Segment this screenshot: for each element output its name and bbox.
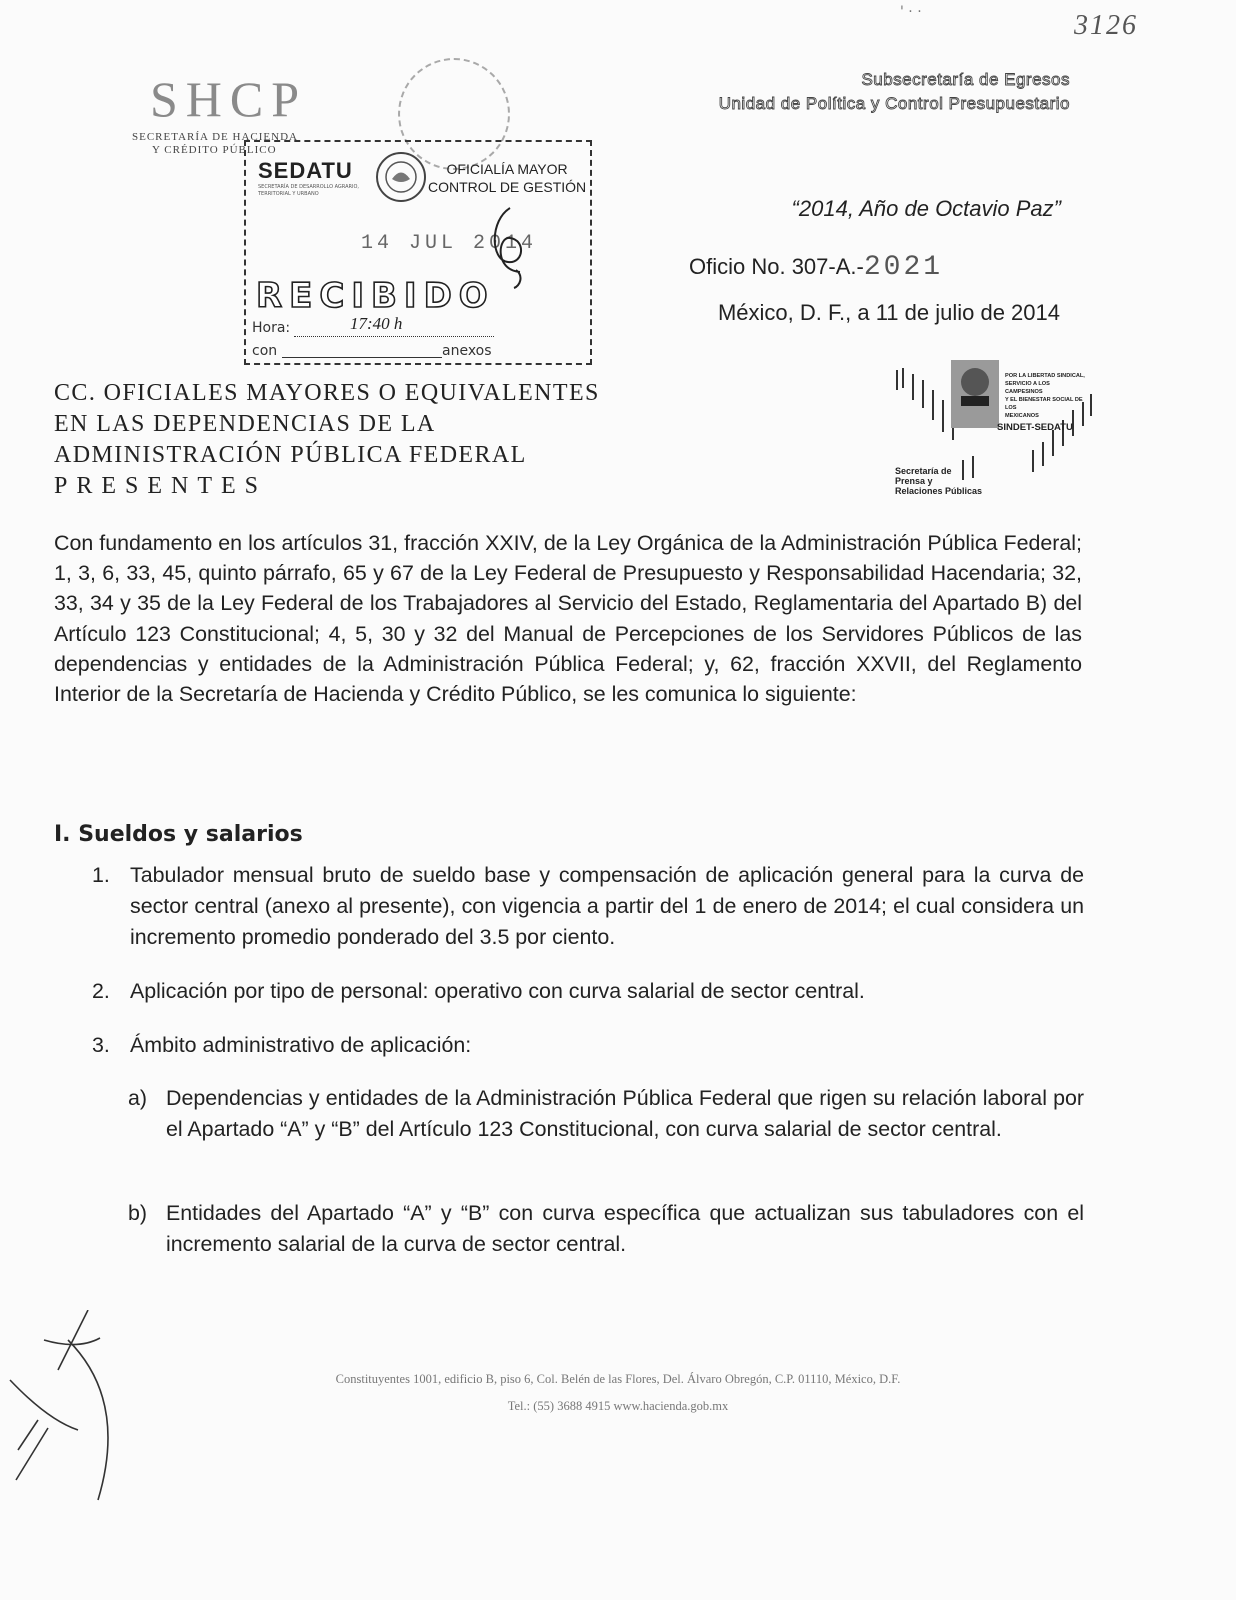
stamp-oficialia-line-1: OFICIALÍA MAYOR [446,161,568,177]
stray-marks: ' · · [900,4,922,20]
footer-address: Constituyentes 1001, edificio B, piso 6, Col. Belén de las Flores, Del. Álvaro Obregón, C.P. 01110, México, D.F. [335,1372,901,1386]
addressee-line-3: ADMINISTRACIÓN PÚBLICA FEDERAL [54,442,527,468]
sub-list-item-text: Entidades del Apartado “A” y “B” con curva específica que actualizan sus tabuladores con el incremento salarial de la curva de sector central. [166,1201,1084,1256]
union-name: SINDET-SEDATU [997,422,1073,433]
union-logo [893,360,1095,510]
sub-list-item-letter: a) [128,1086,148,1110]
stamp-hora-value: 17:40 h [350,314,403,333]
union-dept-2: Prensa y [895,476,933,486]
list-item [92,860,1084,953]
stamp-hora-label: Hora: [252,320,291,336]
handwritten-page-number: 3126 [1074,10,1138,41]
stamp-eagle-seal-icon [376,152,426,202]
addressee-line-1: CC. OFICIALES MAYORES O EQUIVALENTES [54,380,600,406]
addressee [54,378,600,502]
signature-scribble [480,200,550,290]
list-item [92,976,1084,1007]
list-item-number: 2. [92,979,110,1003]
intro-paragraph: Con fundamento en los artículos 31, fracción XXIV, de la Ley Orgánica de la Administración Pública Federal; 1, 3, 6, 33, 45, quinto párrafo, 65 y 67 de la Ley Federal de Presupuesto y Responsabilidad Hacendaria; 32, 33, 34 y 35 de la Ley Federal de los Trabajadores al Servicio del Estado, Reglamentaria del Apartado B) del Artículo 123 Constitucional; 4, 5, 30 y 32 del Manual de Percepciones de los Servidores Públicos de las dependencias y entidades de la Administración Pública Federal; y, 62, fracción XXVII, del Reglamento Interior de la Secretaría de Hacienda y Crédito Público, se les comunica lo siguiente: [54,531,1082,707]
stamp-con-label: con [252,343,278,359]
issuing-unit-line-2: Unidad de Política y Control Presupuestario [718,94,1070,113]
stamp-oficialia-line-2: CONTROL DE GESTIÓN [428,179,587,195]
shcp-subtitle-line-2: Y CRÉDITO PÚBLICO [152,144,277,156]
shcp-logo: SHCP [150,71,308,127]
stamp-hora-line [294,336,494,337]
list-item-number: 1. [92,863,110,887]
stamp-anexos-label: anexos [442,343,492,359]
stamp-sedatu-subtitle: SECRETARÍA DE DESARROLLO AGRARIO, TERRITORIAL Y URBANO [258,184,359,197]
list-item-text: Aplicación por tipo de personal: operativo con curva salarial de sector central. [130,979,865,1003]
oficio-number-value: 2021 [863,252,944,283]
stamp-con-line [282,357,442,358]
union-slogan-3: Y EL BIENESTAR SOCIAL DE LOS [1005,397,1083,411]
stamp-oficialia [428,160,586,196]
section-title: I. Sueldos y salarios [54,822,303,847]
issuing-unit [719,68,1070,116]
sub-list-item [128,1198,1084,1260]
sub-list-item-letter: b) [128,1201,148,1225]
shcp-subtitle-line-1: SECRETARÍA DE HACIENDA [132,131,298,143]
union-dept-1: Secretaría de [895,466,952,476]
year-motto: “2014, Año de Octavio Paz” [791,196,1061,221]
addressee-line-4: PRESENTES [54,473,268,499]
issuing-unit-line-1: Subsecretaría de Egresos [861,70,1070,89]
addressee-line-2: EN LAS DEPENDENCIAS DE LA [54,411,436,437]
list-item [92,1030,1084,1061]
list-item-number: 3. [92,1033,110,1057]
oficio-label: Oficio No. 307-A.- [689,254,864,279]
list-item-text: Tabulador mensual bruto de sueldo base y compensación de aplicación general para la curva de sector central (anexo al presente), con vigencia a partir del 1 de enero de 2014; el cual considera un incremento promedio ponderado del 3.5 por ciento. [130,863,1084,949]
union-slogan-1: POR LA LIBERTAD SINDICAL, [1005,373,1085,379]
stamp-sedatu: SEDATU [258,158,353,183]
list-item-text: Ámbito administrativo de aplicación: [130,1033,472,1057]
union-slogan-4: MEXICANOS [1005,413,1039,419]
union-dept-3: Relaciones Públicas [895,486,983,496]
union-slogan-2: SERVICIO A LOS CAMPESINOS [1005,381,1050,395]
sub-list-item [128,1083,1084,1176]
stamp-date: 14 JUL 2014 [361,232,538,255]
place-date: México, D. F., a 11 de julio de 2014 [717,300,1060,325]
footer-contact: Tel.: (55) 3688 4915 www.hacienda.gob.mx [507,1399,729,1413]
sub-list-item-text: Dependencias y entidades de la Administración Pública Federal que rigen su relación laboral por el Apartado “A” y “B” del Artículo 123 Constitucional, con curva salarial de sector central. [166,1086,1084,1141]
oficio-number [689,252,943,283]
stamp-recibido: RECIBIDO [256,276,495,316]
